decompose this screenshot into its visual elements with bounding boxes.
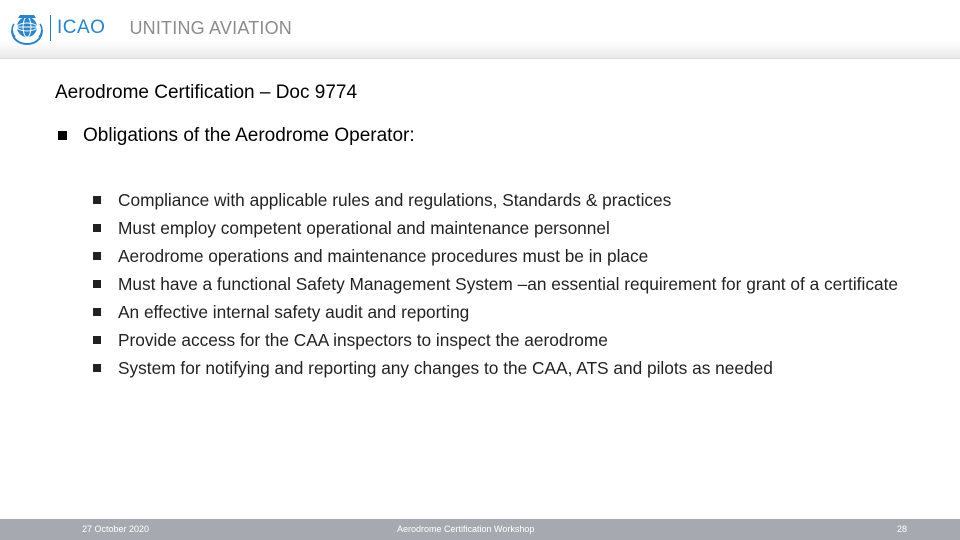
list-item-text: Provide access for the CAA inspectors to inspect the aerodrome <box>118 330 608 350</box>
main-bullet-text: Obligations of the Aerodrome Operator: <box>83 125 415 146</box>
square-bullet-icon <box>58 131 67 140</box>
square-bullet-icon <box>93 252 101 260</box>
obligations-list <box>93 188 913 384</box>
main-bullet <box>58 125 415 147</box>
list-item <box>93 272 913 296</box>
page-number: 28 <box>897 524 908 534</box>
list-item-text: Aerodrome operations and maintenance procedures must be in place <box>118 246 649 266</box>
list-item <box>93 188 913 212</box>
square-bullet-icon <box>93 280 101 288</box>
list-item-text: Must employ competent operational and maintenance personnel <box>118 218 610 238</box>
icao-emblem-icon <box>8 10 46 46</box>
list-item <box>93 244 913 268</box>
list-item-text: System for notifying and reporting any changes to the CAA, ATS and pilots as needed <box>118 358 773 378</box>
square-bullet-icon <box>93 224 101 232</box>
icao-logo <box>8 10 292 46</box>
list-item <box>93 328 913 352</box>
list-item-text: Must have a functional Safety Management System –an essential requirement for grant of a certificate <box>118 274 898 294</box>
square-bullet-icon <box>93 308 101 316</box>
square-bullet-icon <box>93 336 101 344</box>
list-item-text: An effective internal safety audit and reporting <box>118 302 470 322</box>
list-item <box>93 300 913 324</box>
square-bullet-icon <box>93 364 101 372</box>
icao-wordmark: ICAO <box>57 17 106 38</box>
logo-divider <box>50 15 51 41</box>
list-item <box>93 356 913 380</box>
footer-band <box>0 519 960 540</box>
footer-event-title: Aerodrome Certification Workshop <box>397 524 535 534</box>
list-item-text: Compliance with applicable rules and regulations, Standards & practices <box>118 190 672 210</box>
footer-date: 27 October 2020 <box>82 524 150 534</box>
header-band <box>0 0 960 59</box>
square-bullet-icon <box>93 196 101 204</box>
list-item <box>93 216 913 240</box>
tagline: UNITING AVIATION <box>129 17 292 38</box>
slide-title: Aerodrome Certification – Doc 9774 <box>55 82 358 103</box>
